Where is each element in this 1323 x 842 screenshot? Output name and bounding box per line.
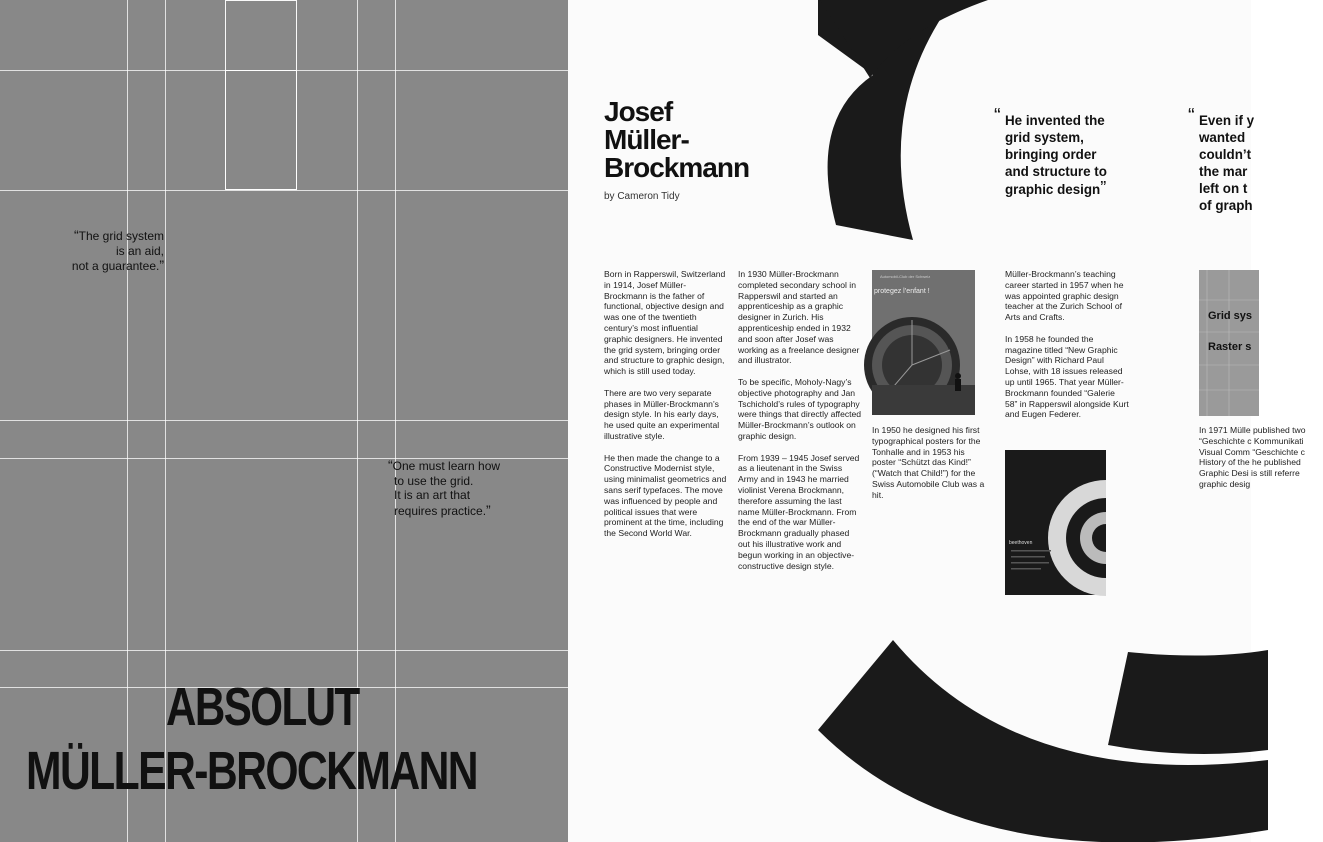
quote-grid-aid: “The grid system is an aid, not a guarantee.” [34,228,164,274]
paragraph: To be specific, Moholy-Nagy’s objective photography and Jan Tschichold’s rules of typography were things that directly affected Müller-Brockmann’s outlook on graphic design. [738,376,862,441]
paragraph: From 1939 – 1945 Josef served as a lieutenant in the Swiss Army and in 1943 he married violinist Verena Brockmann, therefore assuming the last name Müller-Brockmann. From the end of the war Müller-Brockmann gradually phased out his illustrative work and begun working in an objective-constructive design style. [738,452,860,571]
title-line: Brockmann [604,152,750,183]
body-column-1 [604,269,728,550]
poster-caption: protegez l’enfant ! [874,288,930,295]
quote-line: not a guarantee. [71,259,160,273]
arc-lower-right [1108,650,1268,754]
quote-line: One must learn how [392,459,501,473]
article-title [604,98,804,182]
quote-line: The grid system [78,229,164,243]
body-column-2 [738,269,862,582]
right-page [568,0,1306,842]
paragraph: There are two very separate phases in Müller-Brockmann’s design style. In his early days, he used quite an experimental illustrative style. [604,387,720,441]
poster-artwork [1005,450,1106,595]
grid-line [0,650,568,651]
pull-quote-line: graphic design [1005,182,1101,197]
title-line: Josef [604,96,673,127]
poster-caption: beethoven [1009,540,1033,546]
pull-quote-line: left on t [1199,181,1248,196]
paragraph: Müller-Brockmann’s teaching career started in 1957 when he was appointed graphic design teacher at the Zurich School of Arts and Crafts. [1005,269,1124,323]
poster-beethoven [1005,450,1106,595]
quote-line: is an aid, [115,243,164,258]
grid-line [0,420,568,421]
spread-title-line1: ABSOLUT [166,677,359,737]
spread-title-line2: MÜLLER-BROCKMANN [26,741,478,801]
body-column-3 [872,425,988,511]
pull-quote-line: couldn’t [1199,147,1252,162]
pull-quote-line: and structure to [1005,164,1107,179]
quote-learn-grid: “One must learn how to use the grid. It is an art that requires practice.” [388,458,538,518]
pull-quote-line: of graph [1199,198,1253,213]
pull-quote-grid-system: “ He invented the grid system, bringing order and structure to graphic design” [1005,112,1125,198]
byline: by Cameron Tidy [604,191,680,202]
quote-line: It is an art that [394,488,471,502]
pull-quote-line: the mar [1199,164,1248,179]
paragraph: He then made the change to a Constructive Modernist style, using minimalist geometrics and sans serif typefaces. The move was influenced by people and political issues that were prominent at the time, including the Second World War. [604,452,727,539]
pull-quote-line: wanted [1199,130,1246,145]
pull-quote-line: Even if y [1199,113,1255,128]
body-column-4 [1005,269,1129,431]
paragraph: In 1950 he designed his first typographical posters for the Tonhalle and in 1953 his poster “Schützt das Kind!” (“Watch that Child!”) for the Swiss Automobile Club was a hit. [872,425,985,500]
body-column-5 [1199,425,1323,501]
left-page [0,0,568,842]
poster-title: Grid sys [1208,310,1253,322]
paragraph: Born in Rapperswil, Switzerland in 1914, Josef Müller-Brockmann is the father of functional, objective design and was one of the twentieth century’s most influential graphic designers. He invented the grid system, bringing order and structure to graphic design, which is still used today. [604,269,726,377]
grid-line [127,0,128,842]
poster-grid-systems [1199,270,1259,416]
poster-header: Automobil-Club der Schweiz [880,274,931,279]
paragraph: In 1930 Müller-Brockmann completed secondary school in Rapperswil and started an apprenticeship as a graphic designer in Zurich. His apprenticeship ended in 1932 and soon after Josef was working as a freelance designer and illustrator. [738,269,860,366]
grid-module-box [225,70,297,190]
quote-line: to use the grid. [394,473,474,488]
paragraph: In 1958 he founded the magazine titled “New Graphic Design” with Richard Paul Lohse, with 18 issues released up until 1965. That year Müller-Brockmann founded “Galerie 58” in Rapperswil alongside Kurt and Eugen Federer. [1005,333,1129,420]
title-line: Müller- [604,124,689,155]
pull-quote-line: grid system, [1005,130,1084,145]
poster-title: Raster s [1208,341,1252,353]
grid-line [0,190,568,191]
grid-line [395,0,396,842]
poster-protegez-lenfant [872,270,975,415]
pull-quote-even-if: “ Even if y wanted couldn’t the mar left on t of graph [1199,112,1319,214]
pull-quote-line: He invented the [1005,113,1105,128]
paragraph: In 1971 Mülle published two “Geschichte c Kommunikati Visual Comm “Geschichte c History of the he published Graphic Desi is still referre graphic desig [1199,425,1306,489]
pull-quote-line: bringing order [1005,147,1097,162]
quote-line: requires practice. [394,503,487,518]
